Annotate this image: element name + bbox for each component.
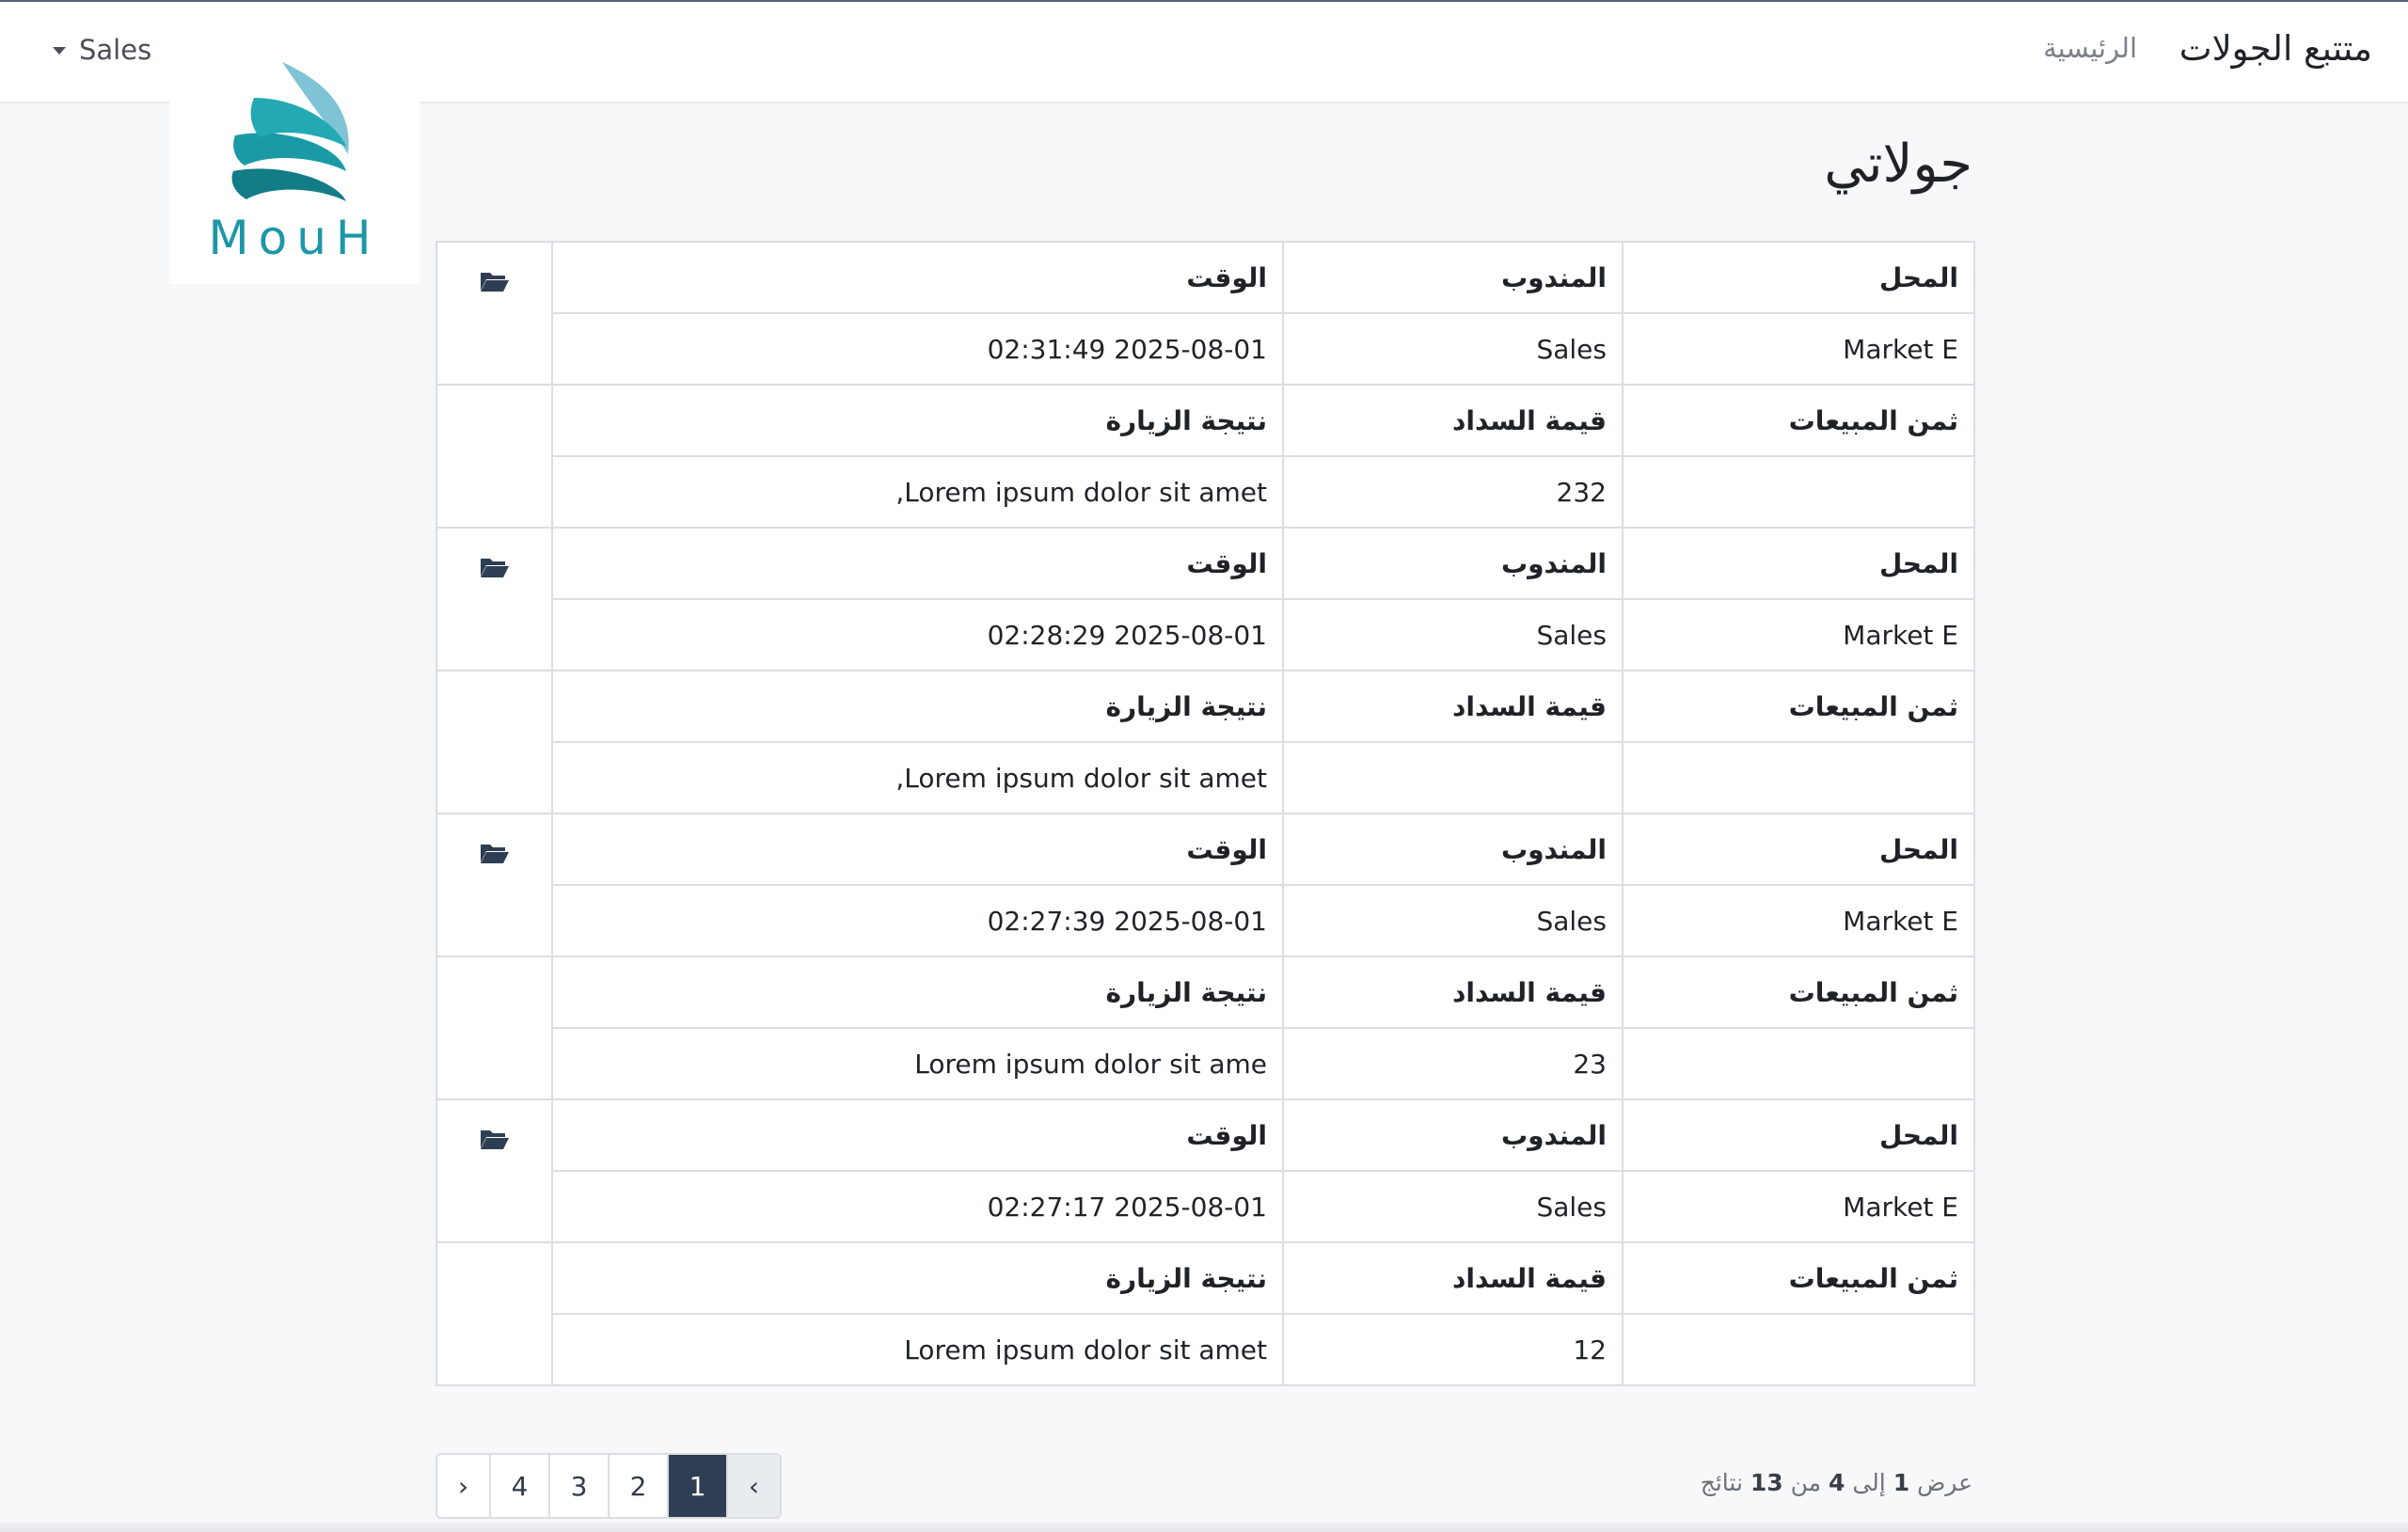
time-value: 2025-08-01 02:27:39 xyxy=(552,885,1283,956)
folder-open-icon xyxy=(481,557,509,577)
empty-cell xyxy=(436,1242,552,1385)
payment-value-label: قيمة السداد xyxy=(1283,1242,1623,1314)
table-row xyxy=(436,742,1974,813)
sales-price-label: ثمن المبيعات xyxy=(1623,671,1974,742)
time-label: الوقت xyxy=(552,1099,1283,1171)
rep-value: Sales xyxy=(1283,1171,1623,1242)
payment-value-label: قيمة السداد xyxy=(1283,671,1623,742)
summary-to: 4 xyxy=(1828,1469,1846,1496)
table-row xyxy=(436,1099,1974,1171)
payment-value-label: قيمة السداد xyxy=(1283,956,1623,1028)
rep-value: Sales xyxy=(1283,313,1623,385)
open-visit-button[interactable] xyxy=(436,528,552,671)
payment-value-label: قيمة السداد xyxy=(1283,385,1623,456)
pagination-prev-button[interactable]: ‹ xyxy=(728,1455,780,1517)
table-row xyxy=(436,1171,1974,1242)
store-value: Market E xyxy=(1623,885,1974,956)
table-row xyxy=(436,1028,1974,1099)
store-label: المحل xyxy=(1623,813,1974,885)
time-value: 2025-08-01 02:31:49 xyxy=(552,313,1283,385)
folder-open-icon xyxy=(481,1129,509,1149)
table-row xyxy=(436,671,1974,742)
table-row xyxy=(436,456,1974,528)
nav-home-link[interactable]: الرئيسية xyxy=(2043,32,2137,64)
store-label: المحل xyxy=(1623,528,1974,599)
sales-price-value xyxy=(1623,1314,1974,1385)
sales-price-label: ثمن المبيعات xyxy=(1623,956,1974,1028)
pagination-page-1-active[interactable]: 1 xyxy=(669,1455,728,1517)
payment-value xyxy=(1283,742,1623,813)
visit-result-value: Lorem ipsum dolor sit amet, xyxy=(552,742,1283,813)
bottom-bar xyxy=(0,1523,2408,1532)
time-label: الوقت xyxy=(552,528,1283,599)
sales-price-label: ثمن المبيعات xyxy=(1623,385,1974,456)
open-visit-button[interactable] xyxy=(436,242,552,385)
summary-text: نتائج xyxy=(1700,1469,1743,1496)
table-row xyxy=(436,956,1974,1028)
pagination-page-4[interactable]: 4 xyxy=(491,1455,550,1517)
open-visit-button[interactable] xyxy=(436,813,552,956)
rep-value: Sales xyxy=(1283,599,1623,671)
sales-price-value xyxy=(1623,1028,1974,1099)
rep-label: المندوب xyxy=(1283,242,1623,313)
table-row xyxy=(436,1314,1974,1385)
page-title: جولاتي xyxy=(1824,134,1972,195)
user-menu-dropdown[interactable] xyxy=(53,34,151,66)
results-summary xyxy=(1701,1469,1972,1496)
folder-open-icon xyxy=(481,271,509,292)
time-label: الوقت xyxy=(552,813,1283,885)
folder-open-icon xyxy=(481,843,509,863)
caret-down-icon xyxy=(53,47,66,55)
brand-title[interactable]: متتبع الجولات xyxy=(2178,28,2372,69)
time-value: 2025-08-01 02:27:17 xyxy=(552,1171,1283,1242)
visits-table xyxy=(436,241,1975,1386)
empty-cell xyxy=(436,956,552,1099)
visit-result-label: نتيجة الزيارة xyxy=(552,1242,1283,1314)
open-visit-button[interactable] xyxy=(436,1099,552,1242)
logo xyxy=(169,60,420,284)
table-row xyxy=(436,385,1974,456)
pagination-next-button[interactable]: › xyxy=(437,1455,491,1517)
rep-label: المندوب xyxy=(1283,813,1623,885)
empty-cell xyxy=(436,385,552,528)
table-row xyxy=(436,528,1974,599)
rep-value: Sales xyxy=(1283,885,1623,956)
store-label: المحل xyxy=(1623,242,1974,313)
rep-label: المندوب xyxy=(1283,1099,1623,1171)
payment-value: 232 xyxy=(1283,456,1623,528)
summary-text: إلى xyxy=(1852,1469,1886,1496)
table-row xyxy=(436,1242,1974,1314)
table-row xyxy=(436,599,1974,671)
sales-price-value xyxy=(1623,742,1974,813)
pagination-page-2[interactable]: 2 xyxy=(610,1455,669,1517)
store-value: Market E xyxy=(1623,313,1974,385)
table-row xyxy=(436,313,1974,385)
table-row xyxy=(436,813,1974,885)
rep-label: المندوب xyxy=(1283,528,1623,599)
logo-wave-icon xyxy=(169,60,420,220)
payment-value: 23 xyxy=(1283,1028,1623,1099)
payment-value: 12 xyxy=(1283,1314,1623,1385)
logo-text: MouH xyxy=(208,211,381,265)
table-row xyxy=(436,885,1974,956)
empty-cell xyxy=(436,671,552,813)
store-label: المحل xyxy=(1623,1099,1974,1171)
visit-result-label: نتيجة الزيارة xyxy=(552,956,1283,1028)
time-value: 2025-08-01 02:28:29 xyxy=(552,599,1283,671)
sales-price-label: ثمن المبيعات xyxy=(1623,1242,1974,1314)
visit-result-value: Lorem ipsum dolor sit ame xyxy=(552,1028,1283,1099)
table-row xyxy=(436,242,1974,313)
pagination xyxy=(436,1453,782,1519)
visit-result-value: Lorem ipsum dolor sit amet xyxy=(552,1314,1283,1385)
store-value: Market E xyxy=(1623,599,1974,671)
time-label: الوقت xyxy=(552,242,1283,313)
summary-from: 1 xyxy=(1893,1469,1910,1496)
summary-text: من xyxy=(1790,1469,1822,1496)
sales-price-value xyxy=(1623,456,1974,528)
visit-result-label: نتيجة الزيارة xyxy=(552,385,1283,456)
summary-text: عرض xyxy=(1917,1469,1972,1496)
visit-result-value: Lorem ipsum dolor sit amet, xyxy=(552,456,1283,528)
user-menu-label: Sales xyxy=(79,34,152,66)
store-value: Market E xyxy=(1623,1171,1974,1242)
visit-result-label: نتيجة الزيارة xyxy=(552,671,1283,742)
summary-total: 13 xyxy=(1750,1469,1783,1496)
pagination-page-3[interactable]: 3 xyxy=(550,1455,610,1517)
